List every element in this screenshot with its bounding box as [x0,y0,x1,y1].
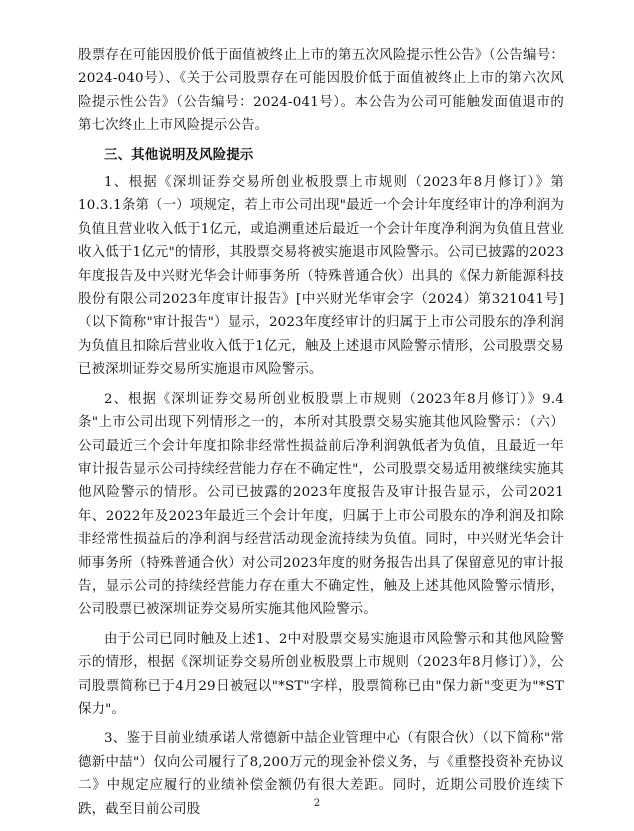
page-number: 2 [313,798,321,809]
paragraph-risk-item-2: 2、根据《深圳证券交易所创业板股票上市规则（2023年8月修订）》9.4条"上市公司出现下列情形之一的，本所对其股票交易实施其他风险警示：（六）公司最近三个会计年度扣除非经常性损益前后净利润孰低者为负值，且最近一年审计报告显示公司持续经营能力存在不确定性"，公司股票交易适用被继续实施其他风险警示的情形。公司已披露的2023年度报告及审计报告显示，公司2021年、2022年及2023年最近三个会计年度，归属于上市公司股东的净利润及扣除非经常性损益后的净利润与经营活动现金流持续为负值。同时，中兴财光华会计师事务所（特殊普通合伙）对公司2023年度的财务报告出具了保留意见的审计报告，显示公司的持续经营能力存在重大不确定性，触及上述其他风险警示情形，公司股票已被深圳证券交易所实施其他风险警示。 [78,391,564,618]
paragraph-st-name-change: 由于公司已同时触及上述1、2中对股票交易实施退市风险警示和其他风险警示的情形，根据《深圳证券交易所创业板股票上市规则（2023年8月修订）》，公司股票简称已于4月29日被冠以"*ST"字样，股票简称已由"保力新"变更为"*ST保力"。 [78,631,564,717]
paragraph-announcement-references: 股票存在可能因股价低于面值被终止上市的第五次风险提示性公告》（公告编号：2024-040号）、《关于公司股票存在可能因股价低于面值被终止上市的第六次风险提示性公告》（公告编号：2024-041号）。本公告为公司可能触发面值退市的第七次终止上市风险提示公告。 [78,48,564,134]
paragraph-risk-item-1: 1、根据《深圳证券交易所创业板股票上市规则（2023年8月修订）》第10.3.1条第（一）项规定，若上市公司出现"最近一个会计年度经审计的净利润为负值且营业收入低于1亿元，或追溯重述后最近一个会计年度净利润为负值且营业收入低于1亿元"的情形，其股票交易将被实施退市风险警示。公司已披露的2023年度报告及中兴财光华会计师事务所（特殊普通合伙）出具的《保力新能源科技股份有限公司2023年度审计报告》[中兴财光华审会字（2024）第321041号]（以下简称"审计报告"）显示，2023年度经审计的归属于上市公司股东的净利润为负值且扣除后营业收入低于1亿元，触及上述退市风险警示情形，公司股票交易已被深圳证券交易所实施退市风险警示。 [78,175,564,378]
paragraph-risk-item-3: 3、鉴于目前业绩承诺人常德新中喆企业管理中心（有限合伙）（以下简称"常德新中喆"）仅向公司履行了8,200万元的现金补偿义务，与《重整投资补充协议二》中规定应履行的业绩补偿金额仍有很大差距。同时，近期公司股价连续下跌，截至目前公司股 [78,731,564,817]
section-heading-other-notes-and-risk: 三、其他说明及风险提示 [104,147,254,163]
document-body [78,44,564,827]
